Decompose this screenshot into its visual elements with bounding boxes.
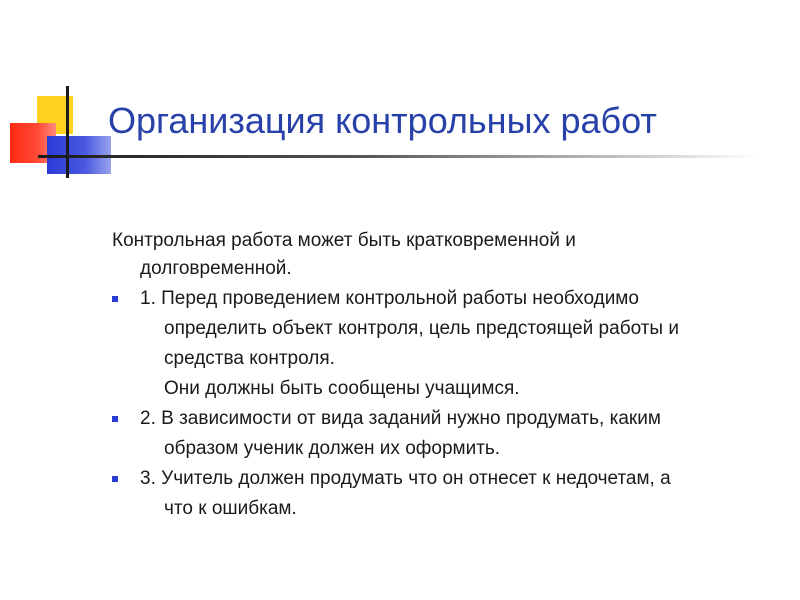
item-1-line-2: определить объект контроля, цель предстоящей работы и [164,318,679,339]
color-squares-logo-icon [0,0,120,190]
item-2-line-2: образом ученик должен их оформить. [164,438,501,459]
slide-body [112,226,782,524]
vertical-line [66,86,69,178]
square-bullet-icon [112,476,118,482]
item-1-line-3: средства контроля. [164,348,335,369]
list-item [112,284,782,404]
square-bullet-icon [112,296,118,302]
slide-title: Организация контрольных работ [108,100,657,141]
list-item [112,404,782,464]
item-3-line-2: что к ошибкам. [164,498,297,519]
intro-line-1: Контрольная работа может быть кратковременной и [112,230,576,251]
square-bullet-icon [112,416,118,422]
item-1-line-1: 1. Перед проведением контрольной работы необходимо [140,288,639,309]
title-underline [38,155,758,158]
item-2-line-1: 2. В зависимости от вида заданий нужно продумать, каким [140,408,661,429]
item-3-line-1: 3. Учитель должен продумать что он отнесет к недочетам, а [140,468,671,489]
item-1-line-4: Они должны быть сообщены учащимся. [164,378,520,399]
intro-line-2: долговременной. [140,258,292,279]
intro-paragraph [112,226,782,284]
list-item [112,464,782,524]
